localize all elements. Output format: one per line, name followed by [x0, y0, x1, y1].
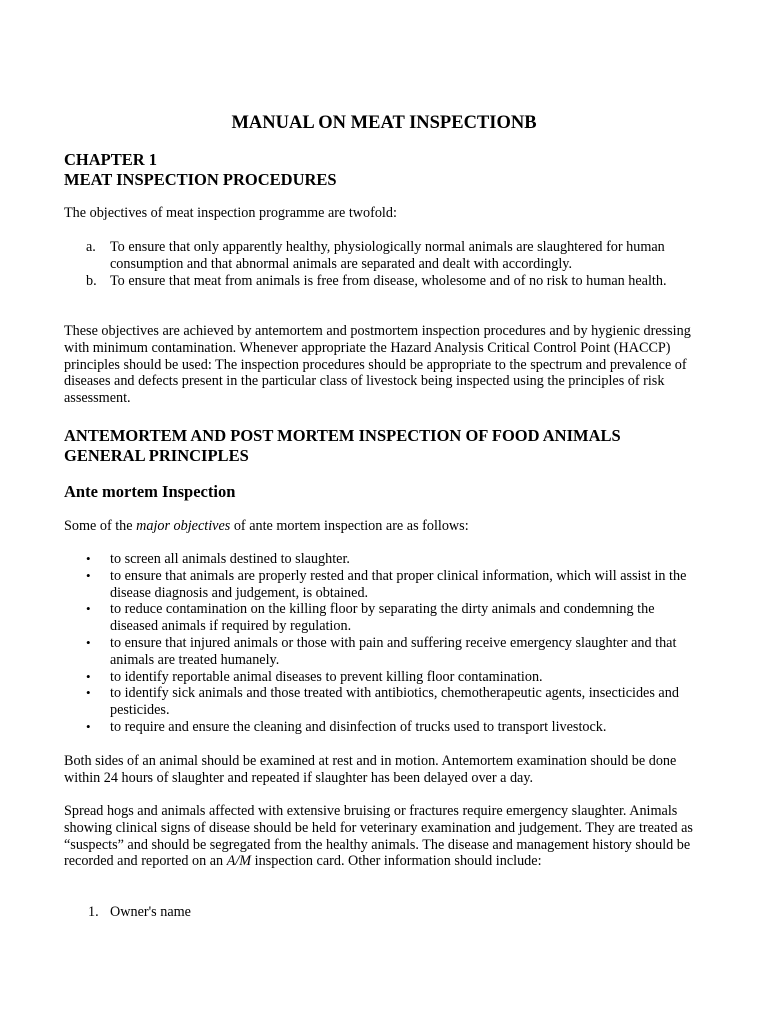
- list-item: [64, 635, 704, 669]
- objectives-list: [64, 239, 704, 289]
- list-item-text: to identify sick animals and those treated with antibiotics, chemotherapeutic agents, insecticides and pesticides.: [110, 685, 679, 719]
- text-run: Spread hogs and animals affected with extensive bruising or fractures require emergency slaughter. Animals showing clinical signs of disease should be held for veterinary examination and judgement. They are treated as “suspects” and should be segregated from the healthy animals. The disease and management history should be recorded and reported on an: [64, 803, 693, 870]
- intro-paragraph: The objectives of meat inspection programme are twofold:: [64, 205, 397, 221]
- list-item-text: to ensure that injured animals or those with pain and suffering receive emergency slaughter and that animals are treated humanely.: [110, 634, 677, 668]
- bullet-icon: •: [86, 567, 91, 583]
- list-item: [64, 601, 704, 635]
- list-item: [64, 685, 704, 719]
- major-objectives-list: [64, 551, 704, 736]
- major-objectives-intro: [64, 518, 704, 535]
- ante-mortem-subheading: Ante mortem Inspection: [64, 482, 236, 501]
- bullet-icon: •: [86, 668, 91, 684]
- list-item-text: to screen all animals destined to slaughter.: [110, 551, 350, 567]
- chapter-number: CHAPTER 1: [64, 150, 158, 169]
- list-item: [64, 273, 704, 290]
- list-item-text: to identify reportable animal diseases to prevent killing floor contamination.: [110, 668, 543, 685]
- document-title: MANUAL ON MEAT INSPECTIONB: [231, 113, 537, 133]
- text-run: Some of the: [64, 518, 137, 534]
- list-item: [64, 551, 704, 568]
- bullet-icon: •: [86, 601, 91, 617]
- emphasis-text: major objectives: [136, 518, 231, 534]
- list-item: [64, 568, 704, 602]
- list-marker: b.: [86, 272, 97, 289]
- list-item-text: To ensure that meat from animals is free from disease, wholesome and of no risk to human health.: [110, 272, 667, 289]
- bullet-icon: •: [86, 634, 91, 650]
- list-item-text: To ensure that only apparently healthy, physiologically normal animals are slaughtered for human consumption and that abnormal animals are separated and dealt with accordingly.: [110, 239, 665, 272]
- section-heading: [64, 426, 704, 466]
- list-item: [64, 239, 704, 273]
- list-item: [64, 904, 704, 921]
- list-marker: a.: [86, 239, 96, 255]
- list-item-text: Owner's name: [110, 904, 191, 920]
- text-run: inspection card. Other information should include:: [251, 853, 542, 870]
- list-item-text: to ensure that animals are properly rested and that proper clinical information, which will assist in the disease diagnosis and judgement, is obtained.: [110, 567, 687, 601]
- bullet-icon: •: [86, 685, 91, 701]
- objectives-paragraph: These objectives are achieved by antemortem and postmortem inspection procedures and by hygienic dressing with minimum contamination. Whenever appropriate the Hazard Analysis Critical Control Point (HACCP) principles should be used: The inspection procedures should be appropriate to the spectrum and prevalence of diseases and defects present in the particular class of livestock being inspected using the principles of risk assessment.: [64, 323, 691, 407]
- list-item: [64, 719, 704, 736]
- section-heading-line: GENERAL PRINCIPLES: [64, 446, 249, 465]
- list-item-text: to reduce contamination on the killing floor by separating the dirty animals and condemning the diseased animals if required by regulation.: [110, 601, 655, 635]
- emphasis-text: A/M: [226, 853, 252, 870]
- chapter-title: MEAT INSPECTION PROCEDURES: [64, 170, 337, 189]
- examination-paragraph: Both sides of an animal should be examined at rest and in motion. Antemortem examination should be done within 24 hours of slaughter and repeated if slaughter has been delayed over a day.: [64, 753, 677, 786]
- list-item: [64, 669, 704, 686]
- chapter-heading: [64, 150, 704, 190]
- other-information-list: [64, 904, 704, 921]
- list-marker: 1.: [88, 904, 99, 920]
- section-heading-line: ANTEMORTEM AND POST MORTEM INSPECTION OF FOOD ANIMALS: [64, 426, 621, 445]
- list-item-text: to require and ensure the cleaning and disinfection of trucks used to transport livestock.: [110, 718, 607, 735]
- bullet-icon: •: [86, 551, 91, 566]
- text-run: of ante mortem inspection are as follows:: [230, 518, 469, 534]
- bullet-icon: •: [86, 718, 91, 734]
- emergency-slaughter-paragraph: [64, 803, 704, 870]
